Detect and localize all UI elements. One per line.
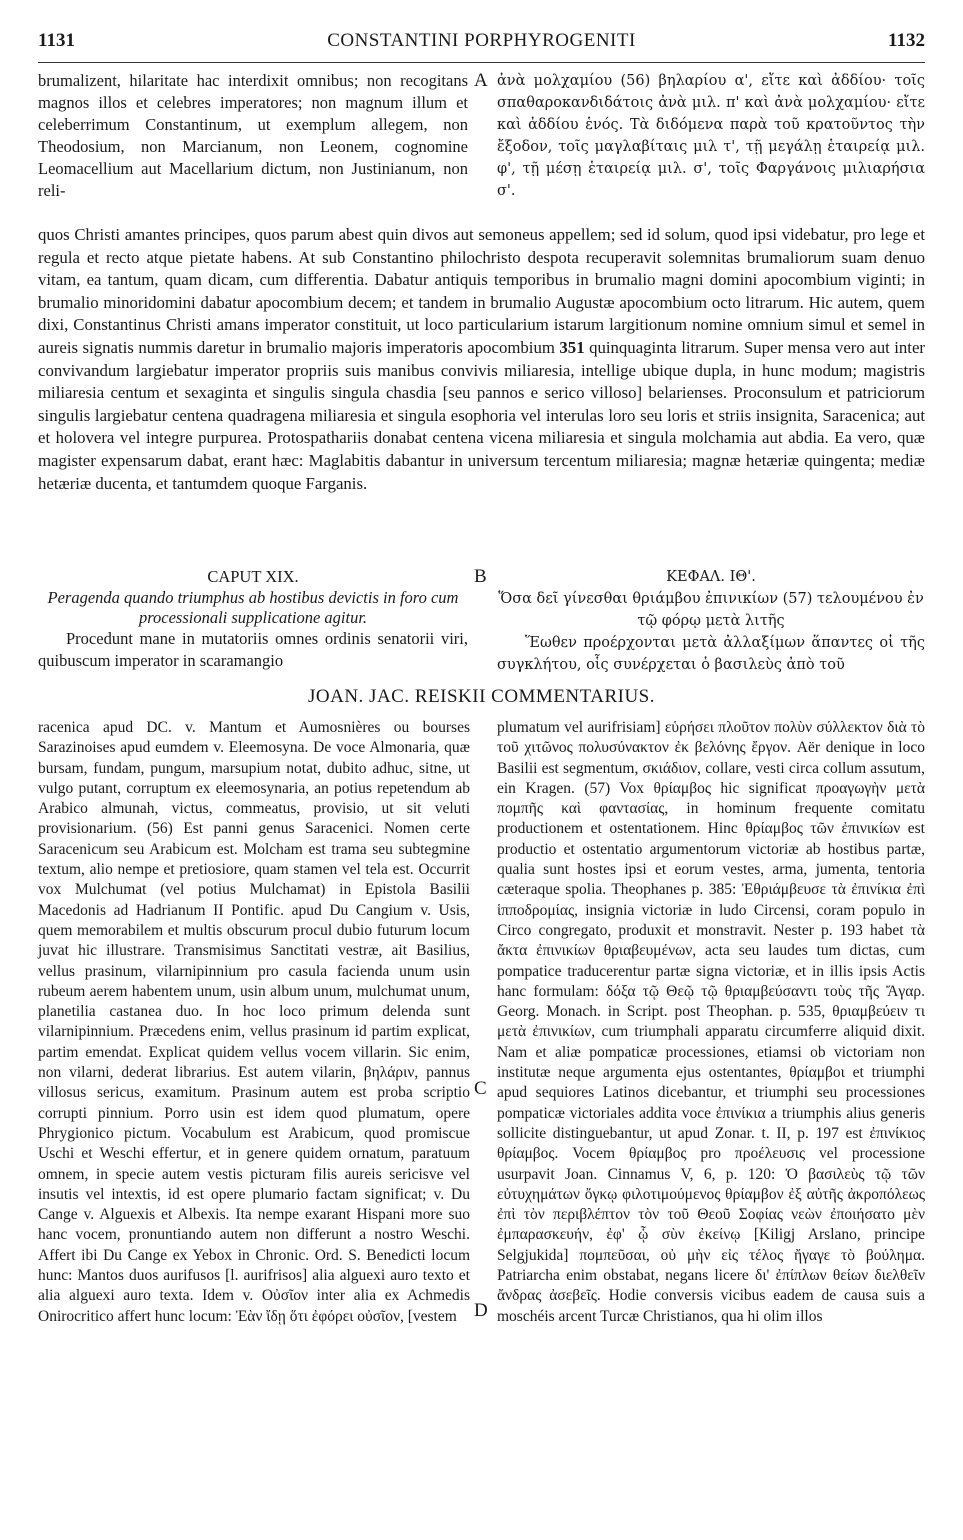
chapter-title-latin: Peragenda quando triumphus ab hostibus devictis in foro cum processionali supplicatione agitur. xyxy=(47,588,459,627)
page-reference-number: 351 xyxy=(559,337,585,357)
running-title: CONSTANTINI PORPHYROGENITI xyxy=(327,30,636,51)
commentary-left-column xyxy=(38,718,470,1327)
running-header xyxy=(38,30,925,60)
chapter-body-latin: Procedunt mane in mutatoriis omnes ordinis senatorii viri, quibuscum imperator in scaramangio xyxy=(38,629,468,670)
greek-column-top xyxy=(497,70,925,202)
margin-marker-c: C xyxy=(474,1078,487,1099)
page-number-right: 1132 xyxy=(888,30,925,51)
margin-marker-a: A xyxy=(474,70,488,91)
margin-marker-b: B xyxy=(474,566,487,587)
page-number-left: 1131 xyxy=(38,30,75,51)
full-width-text xyxy=(38,224,925,495)
commentary-right-text: plumatum vel aurifrisiam] εὑρήσει πλοῦτον πολὺν σύλλεκτον διὰ τὸ τοῦ χιτῶνος πολυσύνακτον ἐκ βελόνης ἔργον. Aër denique in loco Basilii est segmentum, σκιάδιον, collare, vesti circa collum assutum, ein Kragen. (57) Vox θρίαμβος hic significat προαγωγὴν μετὰ πομπῆς καὶ φαντασίας, in hominum frequente comitatu productionem et ostentationem. Hinc θρίαμβος τῶν ἐπινικίων est productio et ostentatio argumentorum victoriæ ab hostibus partæ, qualia sunt hostes ipsi et eorum vestes, arma, jumenta, tentoria cæteraque spolia. Theophanes p. 385: Ἐθριάμβευσε τὰ ἐπινίκια ἐπὶ ἱπποδρομίας, insignia victoriæ in ludo Circensi, coram populo in Circo congregato, produxit et monstravit. Nester p. 193 habet τὰ ἄκτα ἐπινικίων θριαβευμένων, acta seu laudes tum dictas, cum pompatice traducerentur partæ signa victoriæ, et in illis ipsis Actis hanc formulam: δόξα τῷ Θεῷ τῷ θριαμβεύσαντι τοὺς τῆς Ἄγαρ. Georg. Monach. in Script. post Theophan. p. 535, θριαμβεύειν τι μετὰ ἐπινικίων, cum triumphali apparatu circumferre aliquid dixit. Nam et aliæ pompaticæ processiones, etiamsi ob victoriam non institutæ neque argumenta ejus ostentantes, θρίαμβοι et triumphi apud sequiores Latinos dicebantur, et triumphi seu processiones pompaticæ victoriales addita voce ἐπινίκια a triumphis alius generis sollicite distinguebantur, ut apud Zonar. t. II, p. 197 est ἐπινίκιος θρίαμβος. Vocem θρίαμβος pro προέλευσις vel processione usurpavit Joan. Cinnamus V, 6, p. 120: Ὁ βασιλεὺς τῷ τῶν εὐτυχημάτων ὄγκῳ φιλοτιμούμενος θρίαμβον ἐξ αὐτῆς ἀκροπόλεως ἐπὶ τὸν περιβλέπτον τὸν τοῦ Θεοῦ Σοφίας νεὼν ἐποιήσατο μὲν ἐμπαρασκευήν, ἐφ' ᾧ σὺν ἐκείνῳ [Kiligj Arslano, principe Selgjukida] πομπεῦσαι, οὐ μὴν εἰς τέλος ἤγαγε τὸ βούλημα. Patriarcha enim obstabat, negans licere δι' ἐπίπλων θείων διελθεῖν ἄνδρας ἀσεβεῖς. Hodie conversis vicibus eadem de causa suis a moschéis arcent Turcæ Christianos, qua hi olim illos xyxy=(497,719,925,1325)
main-paragraph: quos Christi amantes principes, quos parum abest quin divos aut semoneus appellem; sed id solum, quod ipsi videbatur, pro lege et regula et recto atque pietate habens. At sub Constantino philochristo despota recuperavit solemnitas brumaliorum suam denuo vitam, ea tantum, quam dicam, cum differentia. Dabatur antiquis temporibus in brumalio magni domini apocombium viginti; in brumalio minoridomini dabatur apocombium decem; et tandem in brumalio Augustæ apocombium octo litrarum. Hic autem, quem dixi, Constantinus Christi amans imperator constituit, ut loco particularium istarum largitionum nomine omnium simul et semel in aureis signatis nummis daretur in brumalio majoris imperatoris apocombium xyxy=(38,225,925,357)
chapter-title-greek: Ὅσα δεῖ γίνεσθαι θριάμβου ἐπινικίων (57) τελουμένου ἐν τῷ φόρῳ μετὰ λιτῆς xyxy=(498,591,924,629)
main-paragraph-continued: quinquaginta litrarum. Super mensa vero aut inter convivandum largiebatur imperator propriis suis manibus convivis miliaresia, intellige ubique dupla, in hunc modum; magistris miliaresia centum et sexaginta et singulis singula chasdia [seu pannos e serico villoso] belarienses. Proconsulum et patriciorum singulis largiebatur centena quadragena miliaresia et singula esophoria vel interulas loro seu loris et striis insignita, Saracenica; aut et holovera vel integre purpurea. Protospathariis donabat centena vicena miliaresia et singula molchamia aut abdia. Ea vero, quæ magister expensarum dabat, erant hæc: Maglabitis dabantur in universum tercentum miliaresia; magnæ hetæriæ quingenta; mediæ hetæriæ ducenta, et tantumdem quoque Farganis. xyxy=(38,337,925,493)
greek-paragraph: ἀνὰ μολχαμίου (56) βηλαρίου α', εἴτε καὶ ἀδδίου· τοῖς σπαθαροκανδιδάτοις ἀνὰ μιλ. π' καὶ ἀνὰ μολχαμίου· εἴτε καὶ ἀδδίου ἑνός. Τὰ διδόμενα παρὰ τοῦ κρατοῦντος τὴν ἔξοδον, τοῖς μαγλαβίταις μιλ τ', τῇ μεγάλῃ ἑταιρείᾳ μιλ. φ', τῇ μέσῃ ἑταιρείᾳ μιλ. σ', τοῖς Φαργάνοις μιλιαρήσια σ'. xyxy=(497,73,925,199)
commentary-left-text: racenica apud DC. v. Mantum et Aumosnières ou bourses Sarazinoises apud eumdem v. Eleemosyna. De voce Almonaria, quæ bursam, fundam, pungum, marsupium notat, dubito adhuc, sitne, ut vulgo putant, corruptum ex eleemosynaria, an potius repetendum ab Arabico almunah, victus, commeatus, provisio, ut sit veluti provisionarium. (56) Est panni genus Saracenici. Nomen certe Saracenicum seu Arabicum est. Molcham est trama seu subtegmine textum, alio nempe et pretiosiore, quam stamen vel tela est. Occurrit vox Mulchumat (vel potius Mulchamat) in Epistola Basilii Macedonis ad Hadrianum II Pontific. apud Du Cangium v. Usis, quem memorabilem et multis obscurum procul dubio futurum locum juvat hic illustrare. Transmisimus Sanctitati vestræ, ait Basilius, vellus prasinum, vilarnipinnium pro casula facienda unum usin rubeum aerem habentem unum, usin album unum, mulchumat unum, planetilia castanea duo. In hoc loco primum delenda sunt vilarnipinnium. Præcedens enim, vellus prasinum id partim explicat, partim emendat. Explicat quidem vellus vocem villarin. Sic enim, non vilarni, dederat librarius. Est autem vilarin, βηλάριν, pannus villosus sericus, examitum. Prasinum autem est proba scriptio corrupti pinnium. Porro usin est idem quod plumatum, opere Phrygionico pictum. Vocabulum est Arabicum, quod promiscue Uschi et Weschi effertur, et in genere quidem ornatum, paratuum omnem, in specie autem vestis picturam filis aureis sericisve vel insutis vel intextis, id est opere plumario factam significat; v. Du Cange v. Alguexis et Albexis. Ita nempe exarant Hispani more suo hanc vocem, pronuntiando autem non differunt a nostro Weschi. Affert ibi Du Cange ex Yebox in Chronic. Ord. S. Benedicti locum hunc: Mantos duos aurifusos [l. aurifrisos] alia alguexi auro texto et alia alguexi auro texta. Idem v. Οὐσῖον inter alia ex Achmedis Onirocritico affert hunc locum: Ἐὰν ἴδῃ ὅτι ἐφόρει οὐσῖον, [vestem xyxy=(38,719,470,1325)
chapter-heading-latin: CAPUT XIX. xyxy=(207,567,299,586)
commentary-title: JOAN. JAC. REISKII COMMENTARIUS. xyxy=(308,686,655,707)
chapter-body-greek: Ἕωθεν προέρχονται μετὰ ἀλλαξίμων ἅπαντες οἱ τῆς συγκλήτου, οἷς συνέρχεται ὁ βασιλεὺς ἀπὸ τοῦ xyxy=(497,635,925,673)
latin-paragraph: brumalizent, hilaritate hac interdixit omnibus; non recogitans magnos illos et celebres imperatores; non magnum illum et celeberrimum Constantinum, ut exemplum allegem, non Theodosium, non Marcianum, non Leonem, cognomine Leomacellium aut Macellarium dictum, non Justinianum, non reli- xyxy=(38,71,468,200)
latin-column-top xyxy=(38,70,468,202)
margin-marker-d: D xyxy=(474,1300,488,1321)
caput-greek xyxy=(497,566,925,676)
header-rule xyxy=(38,62,925,63)
caput-latin xyxy=(38,566,468,672)
chapter-heading-greek: ΚΕΦΑΛ. ΙΘ'. xyxy=(666,569,756,585)
commentary-right-column xyxy=(497,718,925,1327)
